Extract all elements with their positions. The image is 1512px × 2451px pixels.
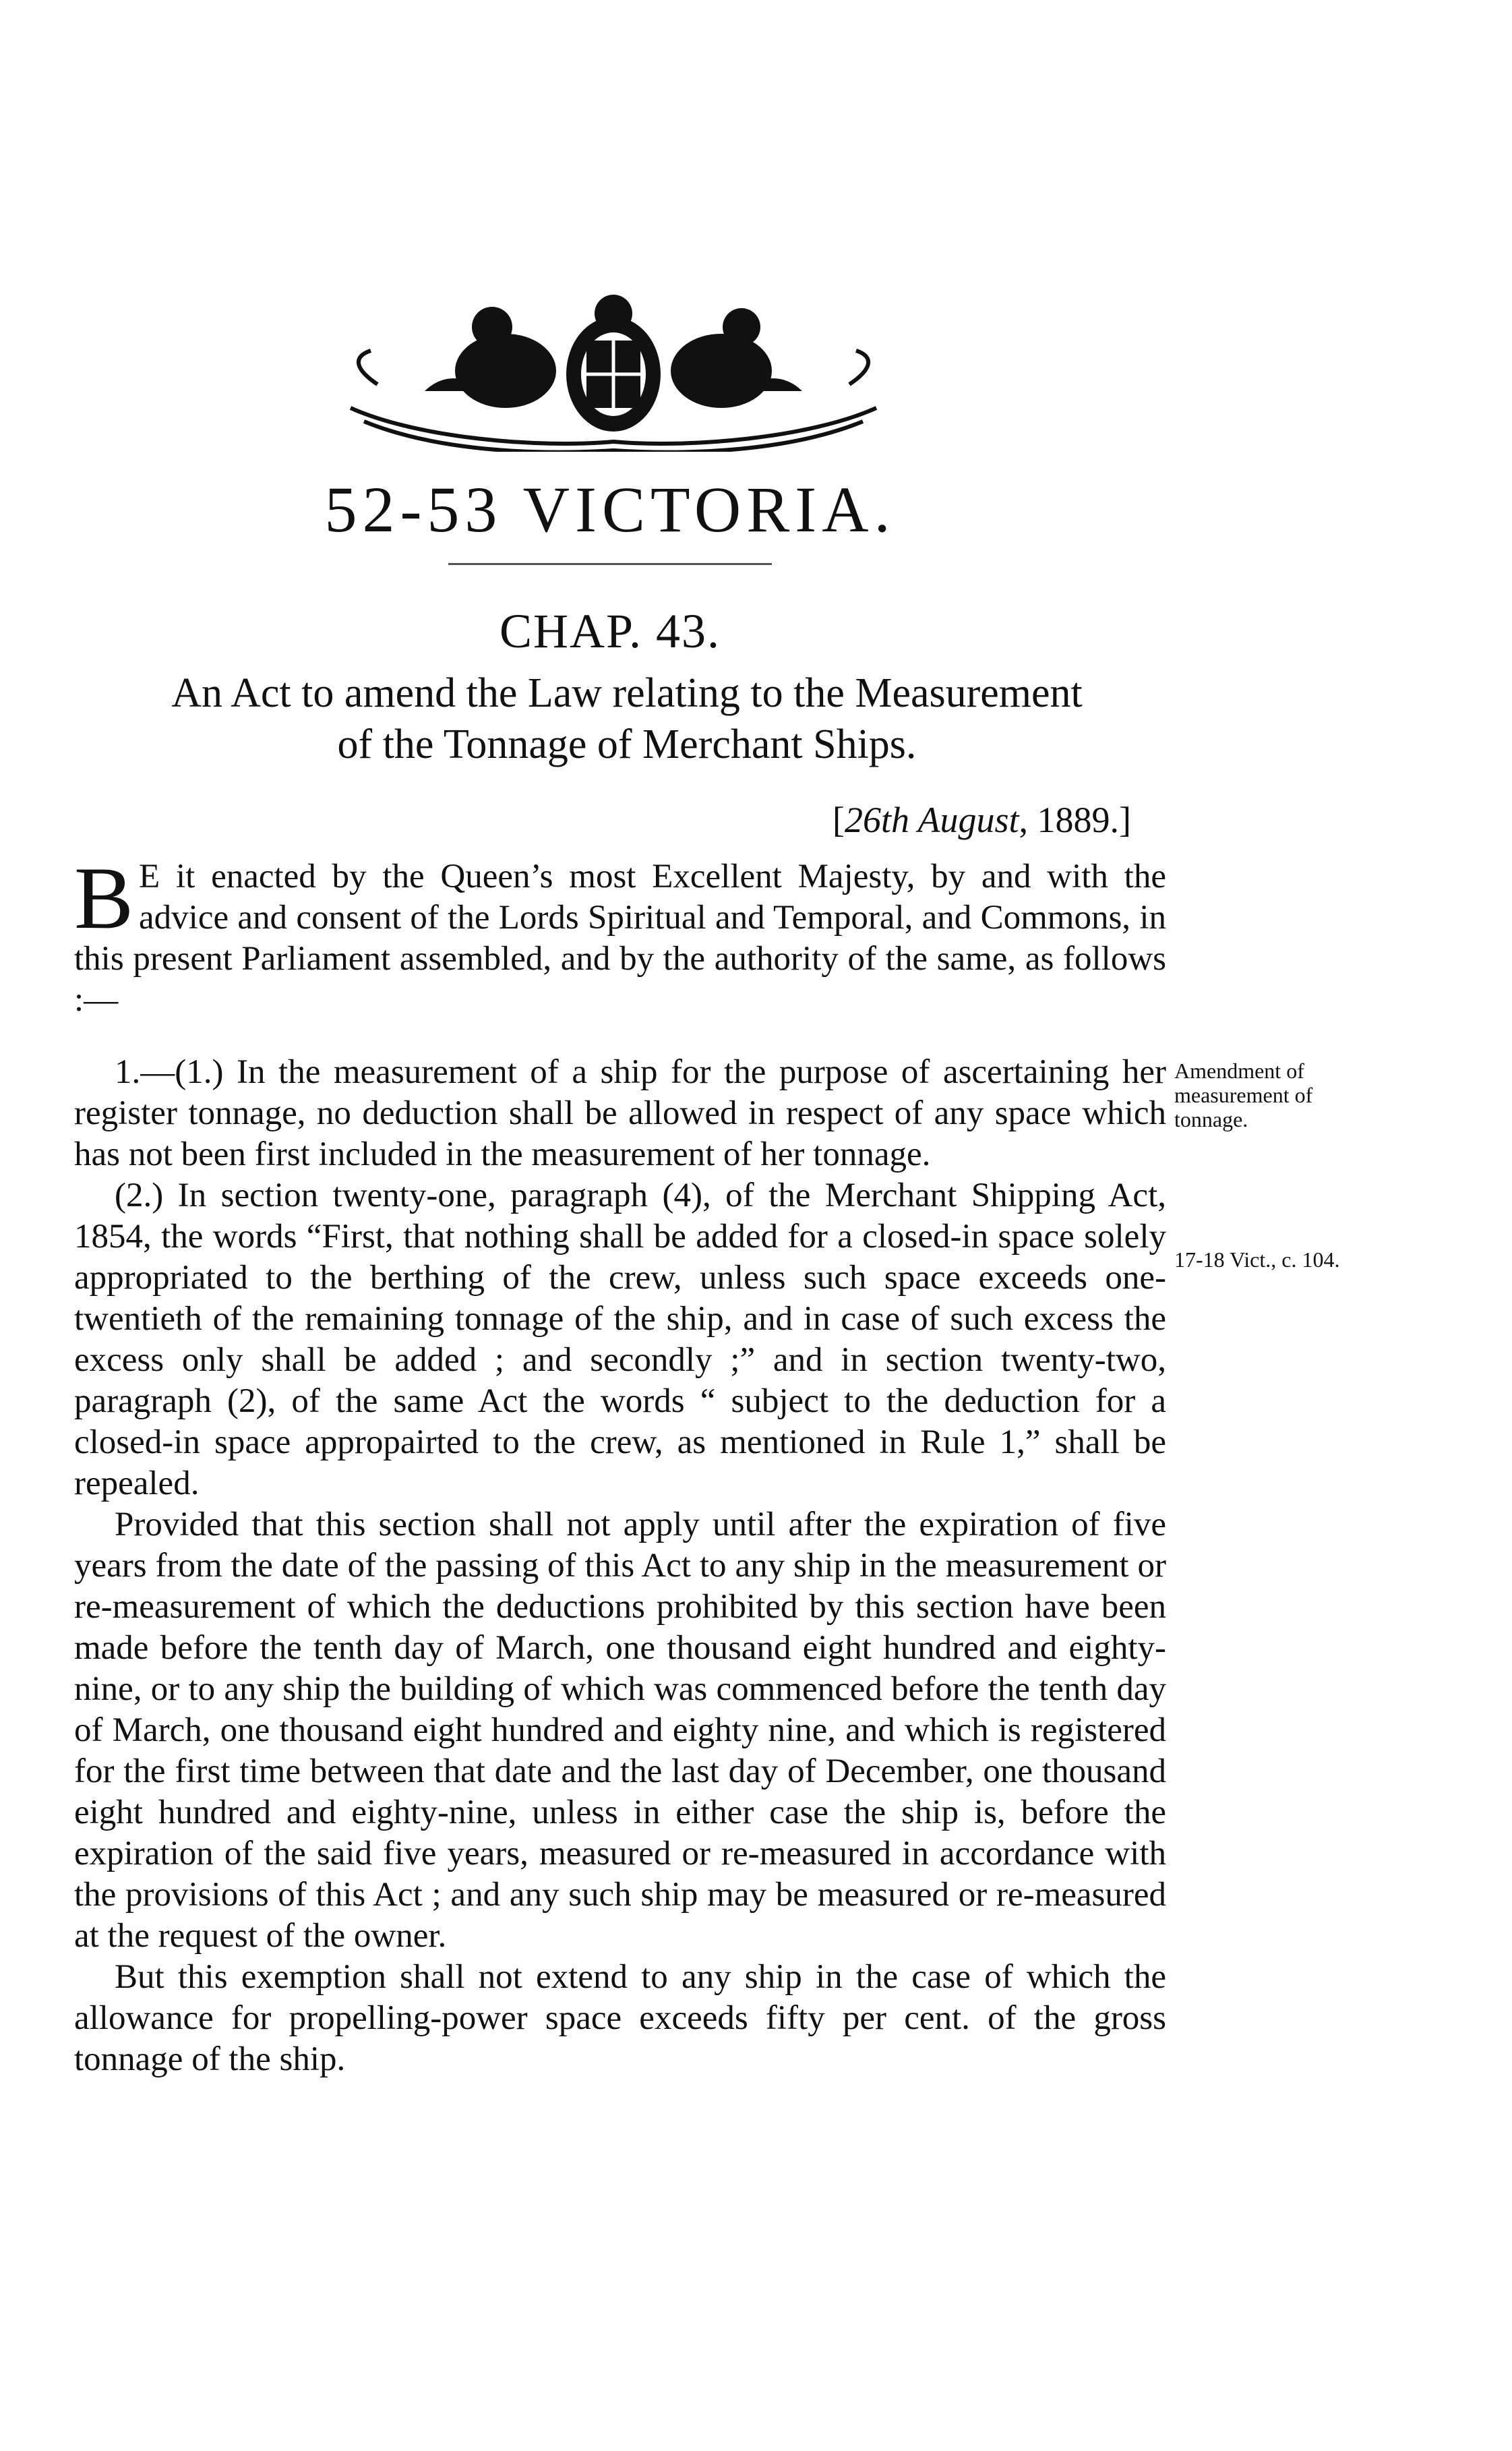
drop-cap: B — [74, 848, 134, 947]
chapter-heading: CHAP. 43. — [499, 604, 721, 658]
enacting-text: E it enacted by the Queen’s most Excellent Majesty, by and with the advice and consent of the Lords Spiritual and Temporal, and Commons, in this present Parliament assembled, and by the authority of the same, as follows :— — [74, 858, 1166, 1019]
section-1 — [74, 1052, 1166, 2080]
act-long-title — [74, 668, 1180, 770]
act-title-line-1: An Act to amend the Law relating to the Measurement — [171, 670, 1083, 716]
date-year: , 1889.] — [1019, 800, 1131, 840]
section-1-subsection-2: (2.) In section twenty-one, paragraph (4), of the Merchant Shipping Act, 1854, the words “First, that nothing shall be added for a closed-in space solely appropriated to the berthing of the crew, unless such space exceeds one-twentieth of the remaining tonnage of the ship, and in case of such excess the excess only shall be added ; and secondly ;” and in section twenty-two, paragraph (2), of the same Act the words “ subject to the deduction for a closed-in space appropairted to the crew, as mentioned in Rule 1,” shall be repealed. — [74, 1177, 1166, 1502]
royal-assent-date — [833, 799, 1131, 841]
regnal-year-heading: 52-53 VICTORIA. — [324, 473, 896, 545]
marginal-note-citation: 17-18 Vict., c. 104. — [1174, 1247, 1340, 1272]
section-1-exemption: But this exemption shall not extend to any ship in the case of which the allowance for propelling-power space exceeds fifty per cent. of the gross tonnage of the ship. — [74, 1958, 1166, 2078]
marginal-note-amendment: Amendment of measurement of tonnage. — [1174, 1059, 1313, 1131]
heading-divider — [448, 563, 772, 565]
enacting-formula — [74, 848, 1166, 1021]
date-day: 26th August — [844, 800, 1019, 840]
act-title-line-2: of the Tonnage of Merchant Ships. — [337, 721, 917, 767]
section-1-subsection-1: 1.—(1.) In the measurement of a ship for the purpose of ascertaining her register tonnage, no deduction shall be allowed in respect of any space which has not been first included in the measurement of her tonnage. — [74, 1053, 1166, 1173]
date-open-bracket: [ — [833, 800, 845, 840]
royal-coat-of-arms-icon — [337, 290, 890, 452]
section-1-proviso: Provided that this section shall not apply until after the expiration of five years from the date of the passing of this Act to any ship in the measurement or re-measurement of which the deductions prohibited by this section have been made before the tenth day of March, one thousand eight hundred and eighty-nine, or to any ship the building of which was commenced before the tenth day of March, one thousand eight hundred and eighty nine, and which is registered for the first time between that date and the last day of December, one thousand eight hundred and eighty-nine, unless in either case the ship is, before the expiration of the said five years, measured or re-measured in accordance with the provisions of this Act ; and any such ship may be measured or re-measured at the request of the owner. — [74, 1506, 1166, 1955]
